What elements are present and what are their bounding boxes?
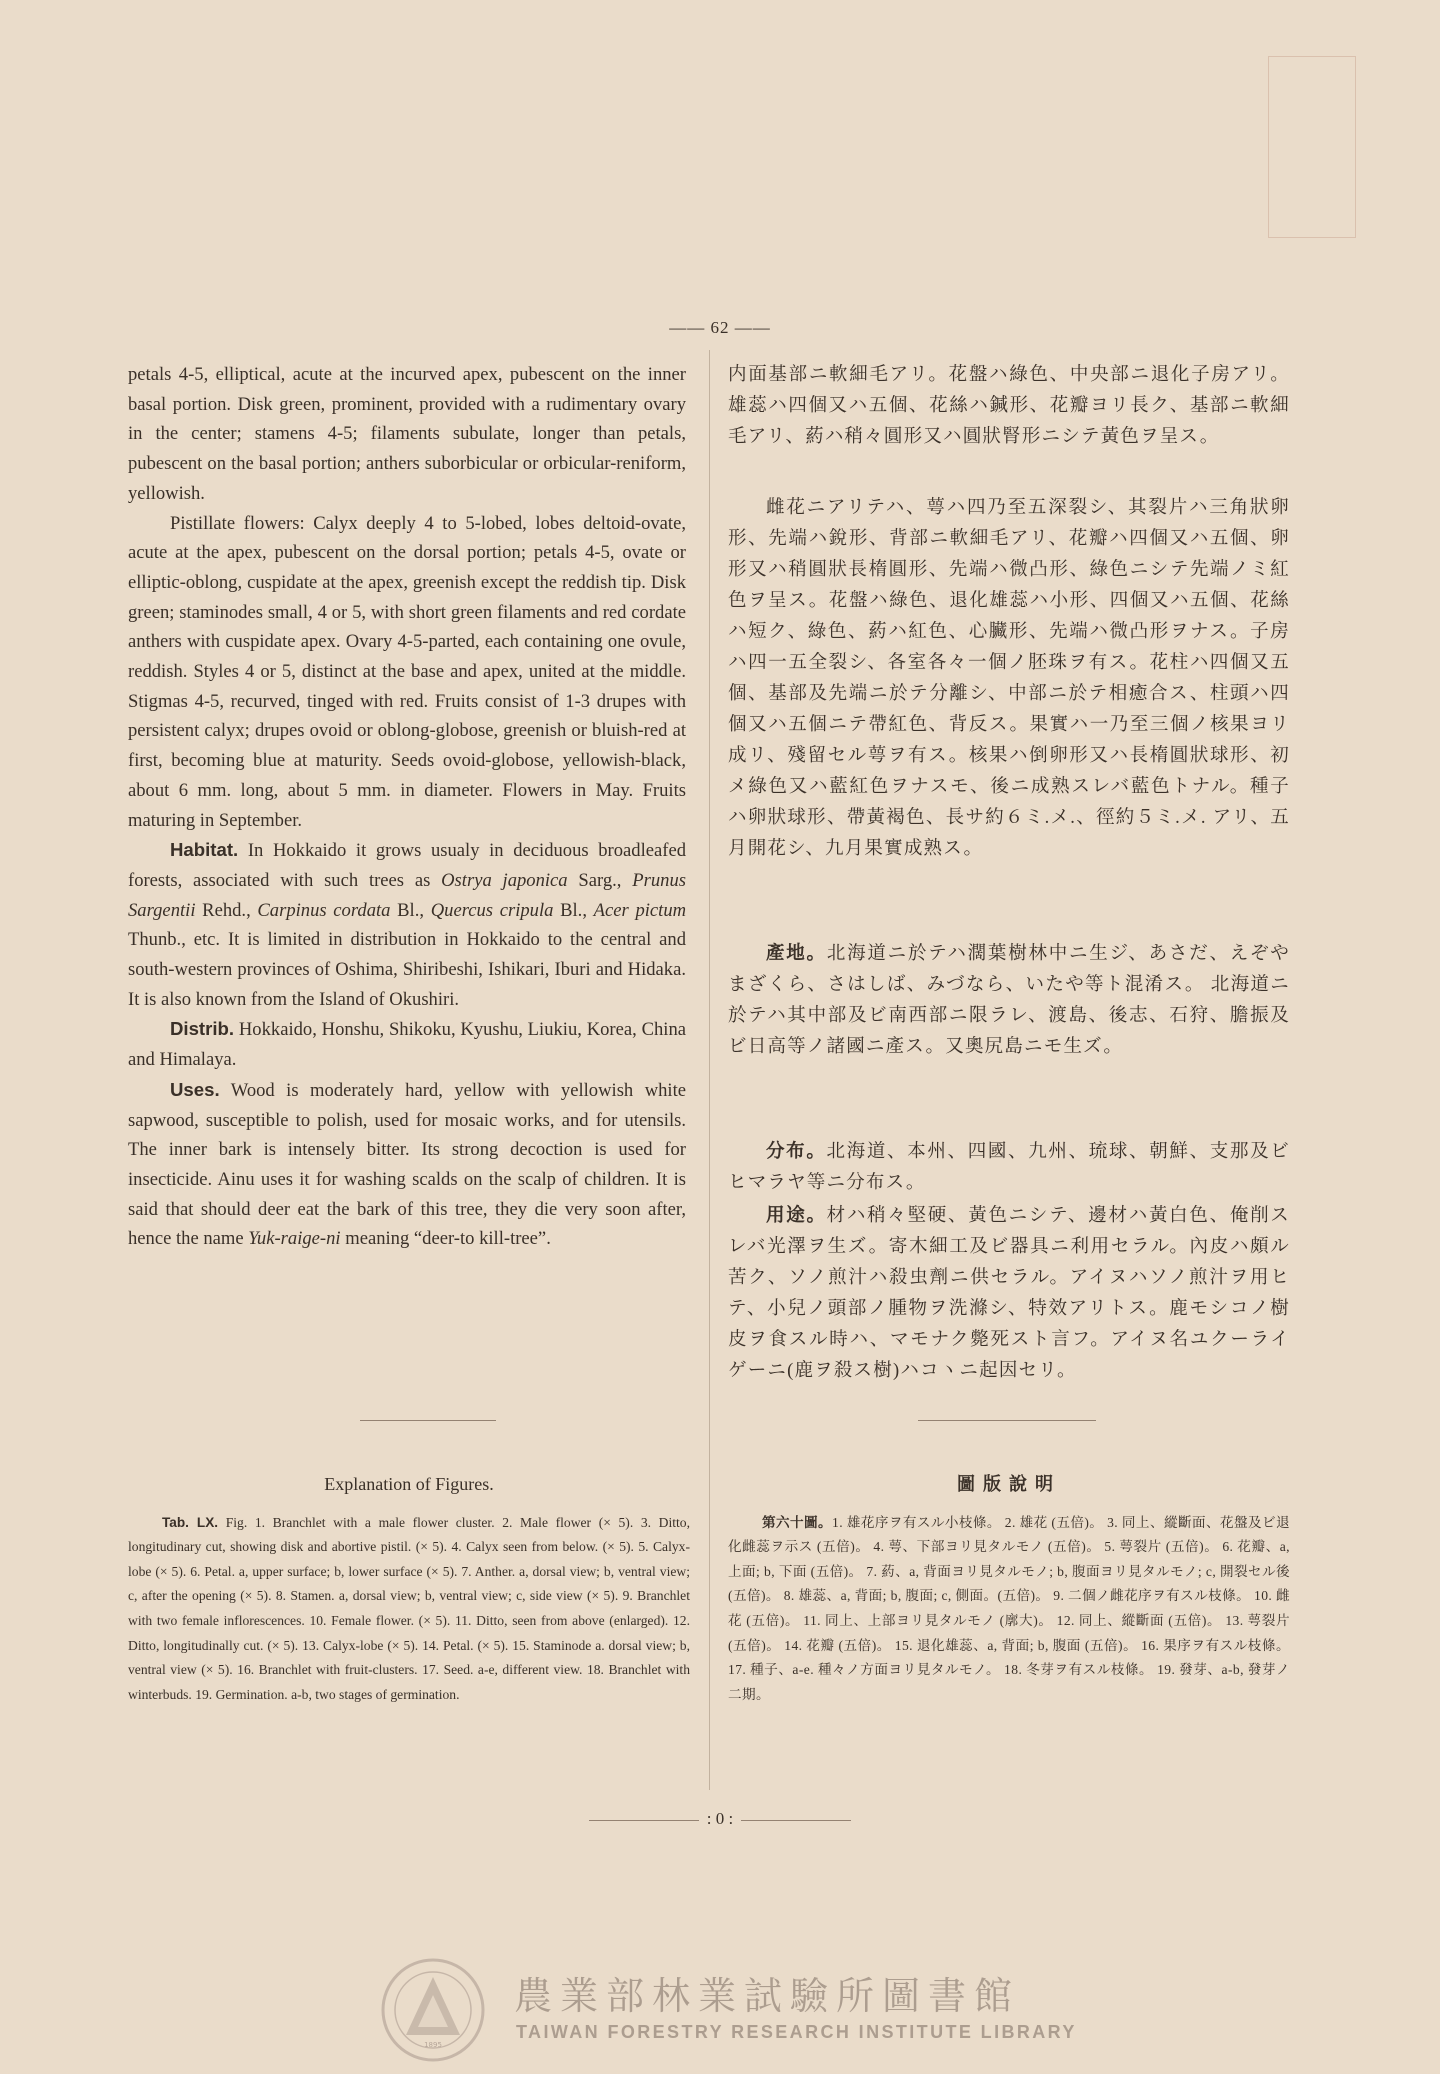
uses-text-b: meaning “deer-to kill-tree”. (345, 1228, 551, 1250)
explanation-body (128, 1511, 690, 1708)
habitat-text-a: In Hokkaido it grows usualy in deciduous broadleafed forests, associated with such trees as (128, 840, 686, 891)
end-rule-right (741, 1820, 851, 1821)
end-mark-text: : 0 : (706, 1809, 734, 1828)
jp-male-flower-text: 内面基部ニ軟細毛アリ。花盤ハ綠色、中央部ニ退化子房アリ。雄蕊ハ四個又ハ五個、花絲ハ鍼形、花瓣ヨリ長ク、基部ニ軟細毛アリ、葯ハ稍々圓形又ハ圓狀腎形ニシテ黃色ヲ呈ス。 (728, 365, 1290, 447)
pistillate-flower-text: Pistillate flowers: Calyx deeply 4 to 5-lobed, lobes deltoid-ovate, acute at the apex, pubescent on the dorsal portion; petals 4-5, ovate or elliptic-oblong, cuspidate at the apex, greenish except the reddish tip. Disk green; staminodes small, 4 or 5, with short green filaments and red cordate anthers with cuspidate apex. Ovary 4-5-parted, each containing one ovule, reddish. Styles 4 or 5, distinct at the base and apex, united at the middle. Stigmas 4-5, recurved, tinged with red. Fruits consist of 1-3 drupes with persistent calyx; drupes ovoid or oblong-globose, greenish or bluish-red at first, becoming blue at maturity. Seeds ovoid-globose, yellowish-black, about 6 mm. long, about 5 mm. in diameter. Flowers in May. Fruits maturing in September. (128, 512, 686, 831)
jp-uses-paragraph (728, 1199, 1290, 1387)
jp-habitat-paragraph (728, 937, 1290, 1063)
uses-paragraph (128, 1075, 686, 1254)
male-flower-text: petals 4-5, elliptical, acute at the incurved apex, pubescent on the inner basal portion. Disk green, prominent, provided with a rudimentary ovary in the center; stamens 4-5; filaments subulate, longer than petals, pubescent on the basal portion; anthers suborbicular or orbicular-reniform, yellowish. (128, 364, 686, 504)
distrib-heading: Distrib. (170, 1018, 235, 1040)
jp-habitat-heading: 產地。 (766, 942, 827, 963)
uses-heading: Uses. (170, 1078, 220, 1100)
figure-explanation-japanese (728, 1472, 1290, 1707)
habitat-heading: Habitat. (170, 839, 239, 861)
english-description (128, 360, 686, 1254)
right-section-rule (918, 1420, 1096, 1421)
habitat-text-c: Rehd., (202, 899, 251, 921)
habitat-text-b: Sarg., (578, 869, 622, 891)
habitat-text-d: Bl., (397, 899, 425, 921)
species-prunus: Prunus Sargentii (128, 869, 686, 921)
jp-explanation-title: 圖版說明 (957, 1474, 1061, 1494)
page-number-value: 62 (710, 318, 730, 337)
japanese-description (728, 360, 1290, 1387)
species-ostrya: Ostrya japonica (441, 869, 568, 891)
jp-plate-label: 第六十圖。 (762, 1514, 833, 1530)
jp-pistillate-text: 雌花ニアリテハ、萼ハ四乃至五深裂シ、其裂片ハ三角狀卵形、先端ハ銳形、背部ニ軟細毛アリ、花瓣ハ四個又ハ五個、卵形又ハ稍圓狀長楕圓形、先端ハ微凸形、綠色ニシテ先端ノミ紅色ヲ呈ス。花盤ハ綠色、退化雄蕊ハ小形、四個又ハ五個、花絲ハ短ク、綠色、葯ハ紅色、心臟形、先端ハ微凸形ヲナス。子房ハ四一五全裂シ、各室各々一個ノ胚珠ヲ有ス。花柱ハ四個又五個、基部及先端ニ於テ分離シ、中部ニ於テ相癒合ス、柱頭ハ四個又ハ五個ニテ帶紅色、背反ス。果實ハ一乃至三個ノ核果ヨリ成リ、殘留セル萼ヲ有ス。核果ハ倒卵形又ハ長楕圓狀球形、初メ綠色又ハ藍紅色ヲナスモ、後ニ成熟スレバ藍色トナル。種子ハ卵狀球形、帶黃褐色、長サ約６ミ.メ.、徑約５ミ.メ. アリ、五月開花シ、九月果實成熟ス。 (728, 498, 1290, 859)
explanation-text: Fig. 1. Branchlet with a male flower cluster. 2. Male flower (× 5). 3. Ditto, longitudinary cut, showing disk and abortive pistil. (× 5). 4. Calyx seen from below. (× 5). 5. Calyx-lobe (× 5). 6. Petal. a, upper surface; b, lower surface (× 5). 7. Anther. a, dorsal view; b, ventral view; c, after the opening (× 5). 8. Stamen. a, dorsal view; b, ventral view; c, side view (× 5). 9. Branchlet with two female inflorescences. 10. Female flower. (× 5). 11. Ditto, seen from above (enlarged). 12. Ditto, longitudinally cut. (× 5). 13. Calyx-lobe (× 5). 14. Petal. (× 5). 15. Staminode a. dorsal view; b, ventral view (× 5). 16. Branchlet with fruit-clusters. 17. Seed. a-e, different view. 18. Branchlet with winterbuds. 19. Germination. a-b, two stages of germination. (128, 1514, 691, 1702)
jp-explanation-body (728, 1511, 1290, 1708)
library-name-english: TAIWAN FORESTRY RESEARCH INSTITUTE LIBRARY (516, 2022, 1077, 2042)
distrib-text: Hokkaido, Honshu, Shikoku, Kyushu, Liukiu, Korea, China and Himalaya. (128, 1019, 686, 1071)
spacer (728, 453, 1290, 493)
jp-habitat-text: 北海道ニ於テハ濶葉樹林中ニ生ジ、あさだ、えぞやまざくら、さはしば、みづなら、いたや等ト混淆ス。 北海道ニ於テハ其中部及ビ南西部ニ限ラレ、渡島、後志、石狩、膽振及ビ日高等ノ諸國ニ產ス。又奧尻島ニモ生ズ。 (728, 944, 1290, 1057)
column-divider (709, 350, 710, 1790)
uses-text-a: Wood is moderately hard, yellow with yellowish white sapwood, susceptible to polish, used for mosaic works, and for utensils. The inner bark is intensely bitter. Its strong decoction is used for insecticide. Ainu uses it for washing scalds on the scalp of children. It is said that should deer eat the bark of this tree, they die very soon after, hence the name (128, 1079, 686, 1250)
jp-uses-heading: 用途。 (766, 1204, 827, 1225)
distrib-paragraph (128, 1014, 686, 1074)
end-mark (0, 1809, 1440, 1829)
species-carpinus: Carpinus cordata (257, 899, 391, 921)
habitat-text-f: Thunb., etc. It is limited in distribution in Hokkaido to the central and south-western provinces of Oshima, Shiribeshi, Ishikari, Iburi and Hidaka. It is also known from the Island of Okushiri. (128, 929, 686, 1010)
spacer (728, 1063, 1290, 1135)
ainu-name: Yuk-raige-ni (248, 1228, 341, 1250)
library-seal-icon (378, 1955, 488, 2065)
species-quercus: Quercus cripula (430, 899, 554, 921)
end-rule-left (589, 1820, 699, 1821)
faded-stamp-box (1268, 56, 1356, 238)
explanation-title: Explanation of Figures. (324, 1474, 494, 1494)
jp-explanation-text: 1. 雄花序ヲ有スル小枝條。 2. 雄花 (五倍)。 3. 同上、縱斷面、花盤及ビ退化雌蕊ヲ示ス (五倍)。 4. 萼、下部ヨリ見タルモノ (五倍)。 5. 萼裂片 (五倍)。 6. 花瓣、a, 上面; b, 下面 (五倍)。 7. 葯、a, 背面ヨリ見タルモノ; b, 腹面ヨリ見タルモノ; c, 開裂セル後 (五倍)。 8. 雄蕊、a, 背面; b, 腹面; c, 側面。(五倍)。 9. 二個ノ雌花序ヲ有スル枝條。 10. 雌花 (五倍)。 11. 同上、上部ヨリ見タルモノ (廓大)。 12. 同上、縱斷面 (五倍)。 13. 萼裂片 (五倍)。 14. 花瓣 (五倍)。 15. 退化雄蕊、a, 背面; b, 腹面 (五倍)。 16. 果序ヲ有スル枝條。 17. 種子、a-e. 種々ノ方面ヨリ見タルモノ。 18. 冬芽ヲ有スル枝條。 19. 發芽、a-b, 發芽ノ二期。 (728, 1514, 1291, 1702)
spacer (728, 865, 1290, 937)
jp-distrib-paragraph (728, 1135, 1290, 1199)
habitat-paragraph (128, 835, 686, 1014)
jp-uses-text: 材ハ稍々堅硬、黃色ニシテ、邊材ハ黃白色、俺削スレバ光澤ヲ生ズ。寄木細工及ビ器具ニ利用セラル。內皮ハ頗ル苦ク、ソノ煎汁ハ殺虫劑ニ供セラル。アイヌハソノ煎汁ヲ用ヒテ、小兒ノ頭部ノ腫物ヲ洗滌シ、特效アリトス。鹿モシコノ樹皮ヲ食スル時ハ、マモナク斃死スト言フ。アイヌ名ユクーライゲーニ(鹿ヲ殺ス樹)ハコヽニ起因セリ。 (728, 1206, 1290, 1381)
seal-year: 1895 (424, 2041, 442, 2049)
figure-explanation-english (128, 1472, 690, 1707)
habitat-text-e: Bl., (560, 899, 587, 921)
jp-distrib-text: 北海道、本州、四國、九州、琉球、朝鮮、支那及ビヒマラヤ等ニ分布ス。 (728, 1142, 1290, 1193)
jp-distrib-heading: 分布。 (766, 1140, 827, 1161)
plate-label: Tab. LX. (162, 1514, 219, 1530)
page-number: —— 62 —— (669, 318, 771, 337)
library-name-chinese: 農業部林業試驗所圖書館 (514, 1974, 1021, 2018)
left-section-rule (360, 1420, 496, 1421)
species-acer: Acer pictum (593, 899, 687, 921)
